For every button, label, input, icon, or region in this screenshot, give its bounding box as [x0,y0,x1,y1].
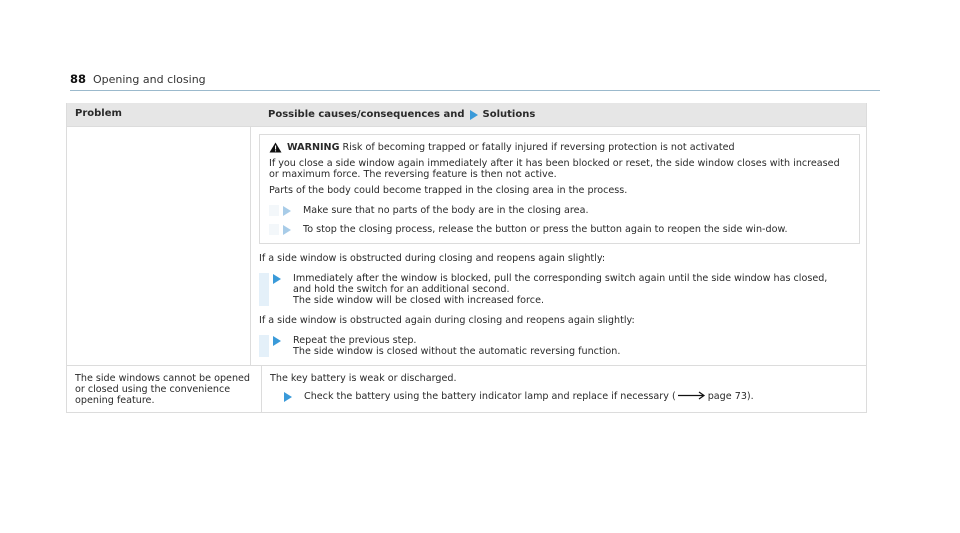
cause-text: The key battery is weak or discharged. [270,373,457,384]
problem-cell [67,127,251,365]
page-reference-arrow-icon [678,391,706,400]
page-header [70,72,880,91]
step-arrow-icon [273,274,281,284]
warning-label: WARNING [287,142,340,153]
instruction-step: Repeat the previous step. The side window is closed without the automatic reversing function. [259,335,860,357]
warning-paragraph: If you close a side window again immediately after it has been blocked or reset, the side window closes with increased or maximum force. The reversing feature is then not active. [269,158,840,180]
solutions-column-header: Possible causes/consequences and Solutions [268,109,536,120]
table-row [67,365,866,412]
table-row [67,126,866,365]
solution-cell [251,127,866,365]
warning-paragraph: Parts of the body could become trapped in the closing area in the process. [269,185,628,196]
instruction-step: Check the battery using the battery indicator lamp and replace if necessary ( page 73). [270,391,860,402]
arrow-right-icon [470,110,478,120]
warning-step: Make sure that no parts of the body are in the closing area. [269,205,849,216]
case-text: If a side window is obstructed during closing and reopens again slightly: [259,253,606,264]
case-text: If a side window is obstructed again during closing and reopens again slightly: [259,315,635,326]
solution-cell [262,366,866,412]
warning-step: To stop the closing process, release the button or press the button again to reopen the side win-dow. [269,224,849,235]
step-arrow-icon [273,336,281,346]
problem-column-header: Problem [75,108,122,119]
warning-box [259,134,860,244]
section-title: Opening and closing [93,73,206,86]
problem-cell: The side windows cannot be opened or closed using the convenience opening feature. [67,366,262,412]
step-arrow-icon [284,392,292,402]
table-header [67,103,866,126]
warning-title: Risk of becoming trapped or fatally injured if reversing protection is not activated [342,142,735,153]
instruction-step: Immediately after the window is blocked, pull the corresponding switch again until the side window has closed, and hold the switch for an additional second. The side window will be closed with increased force. [259,273,860,306]
page-reference-link[interactable]: page 73). [707,391,754,402]
step-arrow-icon [283,206,291,216]
warning-triangle-icon [269,142,282,153]
problem-solution-table [66,103,867,413]
page-number: 88 [70,72,87,86]
step-arrow-icon [283,225,291,235]
